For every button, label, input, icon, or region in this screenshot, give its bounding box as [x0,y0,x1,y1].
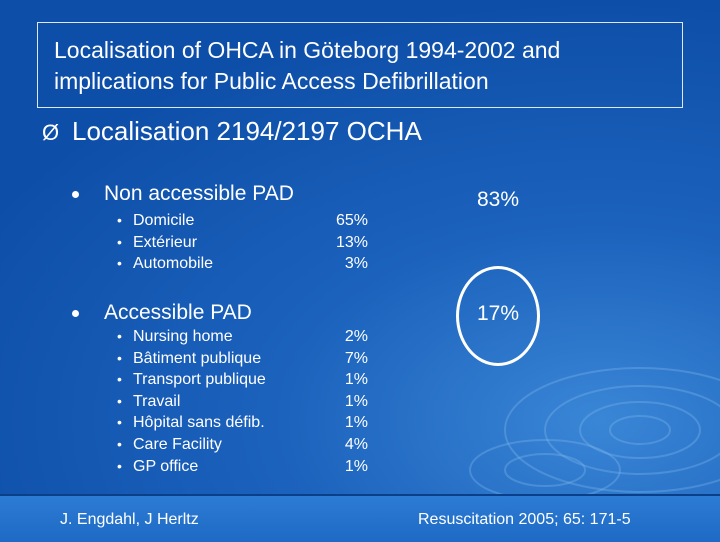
title-box [37,22,683,108]
list-item-value: 2% [344,328,368,345]
list-item [117,369,266,391]
list-item-label: Hôpital sans défib. [133,414,265,432]
list-item-value: 65% [335,212,368,229]
list-item-value: 1% [344,457,368,475]
slide-title: Localisation of OHCA in Göteborg 1994-2002 and implications for Public Access Defibrillation [54,37,561,94]
bullet-dot-icon: • [117,233,122,250]
bullet-dot-icon: • [117,392,122,409]
list-item [117,434,266,456]
list-item [117,412,266,434]
list-item [117,326,266,348]
bullet-dot-icon: • [117,349,122,366]
list-item-value: 7% [344,349,368,367]
list-item-label: Care Facility [133,435,222,453]
list-item-value: 1% [344,392,368,410]
bullet-dot-icon: • [117,414,122,431]
list-item [117,456,266,478]
main-bullet [42,116,422,147]
accessible-percent: 17% [477,302,520,325]
list-item-value: 13% [335,233,368,251]
bullet-dot-icon: • [117,435,122,452]
list-item-label: Domicile [133,212,195,229]
list-item-label: GP office [133,457,199,475]
bullet-dot-icon: • [117,328,122,344]
accessible-label: Accessible PAD [104,301,252,324]
list-item [117,391,266,413]
non-accessible-label: Non accessible PAD [104,182,294,205]
list-item-label: Bâtiment publique [133,349,262,367]
list-item-label: Extérieur [133,233,198,251]
list-item [117,348,266,370]
bullet-dot-icon: • [117,457,122,474]
bullet-dot-icon: • [117,212,122,228]
footer-citation: Resuscitation 2005; 65: 171-5 [418,511,631,528]
bullet-dot-icon: • [117,255,122,272]
accessible-list [117,326,266,477]
list-item-value: 1% [344,371,368,389]
round-bullet-icon [72,310,79,317]
round-bullet-icon [72,191,79,198]
list-item-label: Transport publique [133,371,266,389]
non-accessible-heading [104,182,294,206]
list-item [117,253,214,275]
list-item-value: 3% [344,255,368,273]
non-accessible-values [318,210,368,275]
bullet-dot-icon: • [117,371,122,388]
list-item-label: Travail [133,392,181,410]
footer-bar [0,494,720,542]
accessible-values [318,326,368,477]
footer-authors: J. Engdahl, J Herltz [60,511,199,528]
list-item [117,210,213,232]
non-accessible-list [117,210,214,275]
list-item-label: Automobile [133,255,214,273]
list-item-value: 1% [344,414,368,432]
non-accessible-percent: 83% [477,188,520,211]
list-item-value: 4% [344,435,368,453]
list-item-label: Nursing home [133,328,233,345]
list-item [117,232,213,254]
main-bullet-text: Localisation 2194/2197 OCHA [72,116,422,146]
accessible-heading [104,301,252,325]
arrow-bullet-icon: Ø [42,120,60,145]
